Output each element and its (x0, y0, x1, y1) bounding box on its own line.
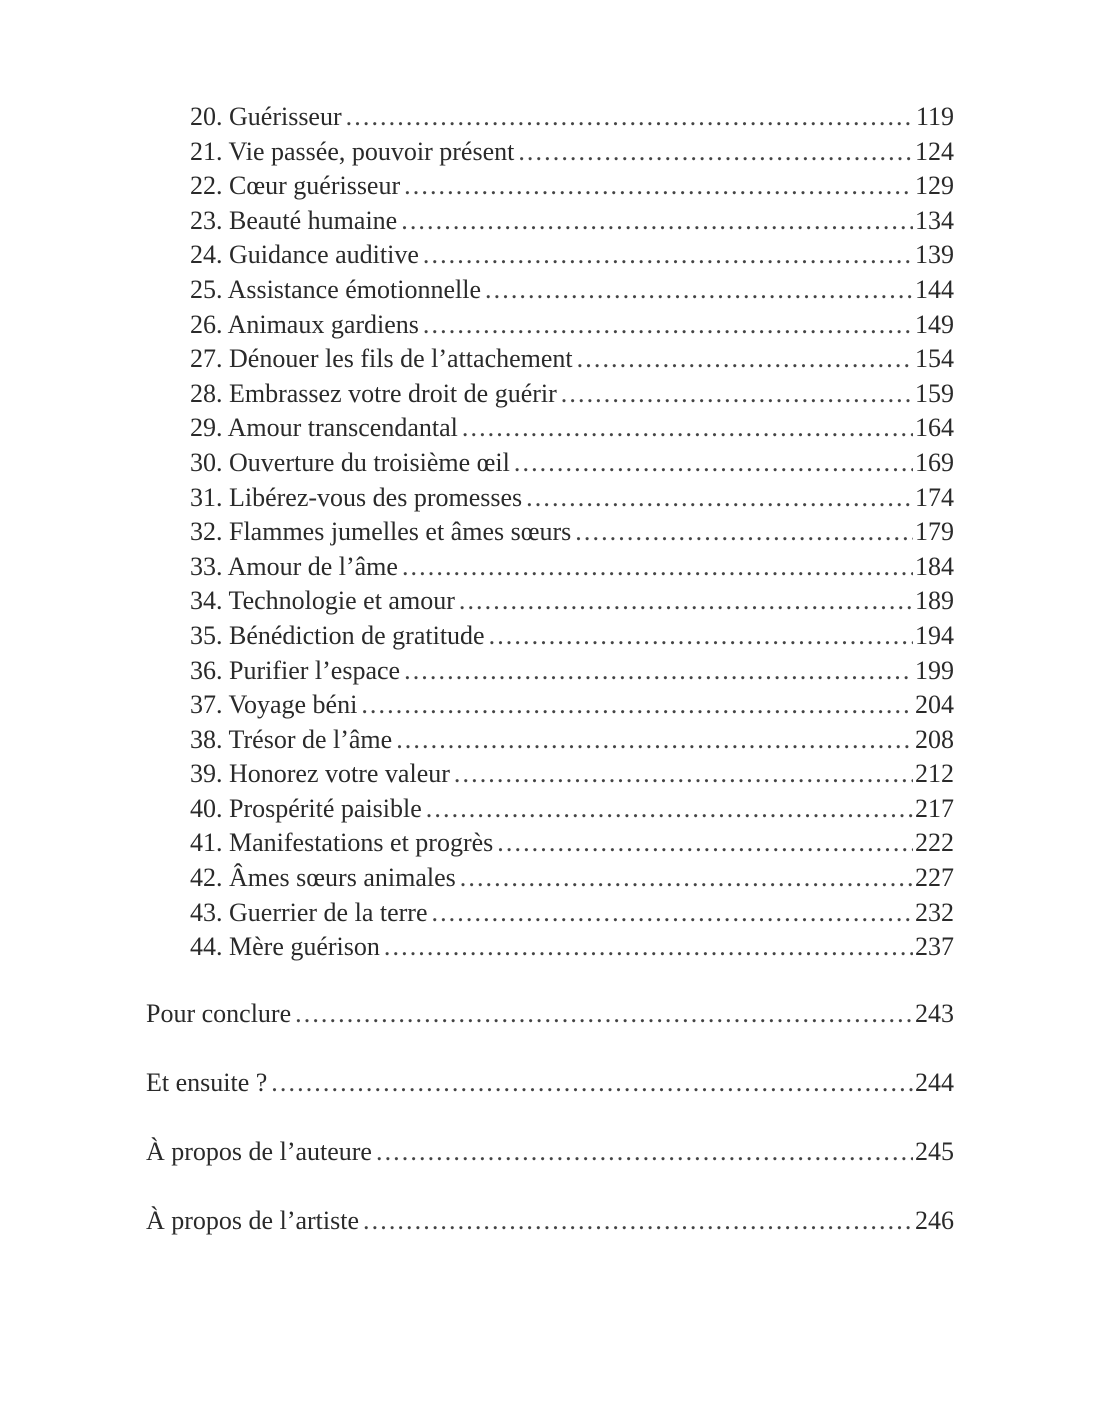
toc-chapter-entry (190, 481, 954, 516)
dot-leader (460, 861, 913, 896)
page-number: 212 (915, 759, 954, 789)
page-number: 184 (915, 551, 954, 581)
toc-chapter-entry (190, 723, 954, 758)
page-number: 232 (915, 897, 954, 927)
entry-title: 20. Guérisseur (190, 102, 342, 131)
back-matter-list (146, 996, 954, 1272)
entry-title: 34. Technologie et amour (190, 586, 455, 616)
toc-chapter-entry (190, 169, 954, 204)
dot-leader (404, 654, 913, 689)
page-number: 217 (915, 793, 954, 823)
entry-title: À propos de l’artiste (146, 1206, 360, 1235)
dot-leader (497, 826, 913, 861)
entry-title: 33. Amour de l’âme (190, 551, 398, 581)
entry-title: 24. Guidance auditive (190, 240, 419, 270)
dot-leader (485, 273, 913, 308)
toc-chapter-entry (190, 411, 954, 446)
entry-title: 40. Prospérité paisible (190, 793, 422, 823)
toc-chapter-entry (190, 930, 954, 965)
dot-leader (459, 584, 913, 619)
entry-title: 28. Embrassez votre droit de guérir (190, 378, 557, 408)
entry-title: 26. Animaux gardiens (190, 309, 419, 339)
page-number: 129 (915, 171, 954, 201)
page-number: 169 (915, 447, 954, 477)
entry-title: 22. Cœur guérisseur (190, 171, 401, 201)
page-number: 246 (915, 1206, 954, 1235)
dot-leader (295, 996, 913, 1032)
dot-leader (577, 342, 913, 377)
page-number: 119 (915, 102, 954, 131)
dot-leader (575, 515, 913, 550)
page-number: 245 (915, 1137, 954, 1166)
page-number: 134 (915, 205, 954, 235)
dot-leader (514, 446, 913, 481)
entry-title: 29. Amour transcendantal (190, 413, 458, 443)
dot-leader (346, 100, 914, 135)
dot-leader (363, 1203, 913, 1239)
toc-chapter-entry (190, 792, 954, 827)
toc-chapter-entry (190, 238, 954, 273)
dot-leader (361, 688, 913, 723)
page-number: 208 (915, 724, 954, 754)
page-number: 139 (915, 240, 954, 270)
page-number: 194 (915, 620, 954, 650)
toc-chapter-entry (190, 515, 954, 550)
page-number: 237 (915, 932, 954, 962)
page-number: 243 (915, 999, 954, 1028)
dot-leader (396, 723, 913, 758)
toc-chapter-entry (190, 446, 954, 481)
dot-leader (401, 204, 913, 239)
entry-title: 44. Mère guérison (190, 932, 380, 962)
entry-title: 32. Flammes jumelles et âmes sœurs (190, 517, 572, 547)
toc-chapter-entry (190, 896, 954, 931)
toc-back-matter-entry (146, 1065, 954, 1134)
toc-chapter-entry (190, 550, 954, 585)
dot-leader (271, 1065, 913, 1101)
dot-leader (518, 135, 913, 170)
dot-leader (384, 930, 913, 965)
entry-title: À propos de l’auteure (146, 1137, 372, 1166)
entry-title: 27. Dénouer les fils de l’attachement (190, 344, 573, 374)
page-number: 179 (915, 517, 954, 547)
toc-chapter-entry (190, 342, 954, 377)
dot-leader (489, 619, 913, 654)
dot-leader (561, 377, 913, 412)
dot-leader (402, 550, 913, 585)
dot-leader (376, 1134, 913, 1170)
entry-title: 39. Honorez votre valeur (190, 759, 450, 789)
toc-chapter-entry (190, 135, 954, 170)
page-number: 204 (915, 690, 954, 720)
entry-title: 42. Âmes sœurs animales (190, 863, 456, 893)
entry-title: 38. Trésor de l’âme (190, 724, 393, 754)
entry-title: 41. Manifestations et progrès (190, 828, 494, 858)
entry-title: 35. Bénédiction de gratitude (190, 620, 485, 650)
entry-title: 31. Libérez-vous des promesses (190, 482, 523, 512)
toc-back-matter-entry (146, 996, 954, 1065)
entry-title: 21. Vie passée, pouvoir présent (190, 136, 515, 166)
toc-back-matter-entry (146, 1203, 954, 1272)
dot-leader (454, 757, 913, 792)
entry-title: Pour conclure (146, 999, 292, 1028)
toc-chapter-entry (190, 308, 954, 343)
page-number: 189 (915, 586, 954, 616)
toc-chapter-entry (190, 619, 954, 654)
toc-back-matter-entry (146, 1134, 954, 1203)
toc-chapter-entry (190, 273, 954, 308)
toc-chapter-entry (190, 377, 954, 412)
page-number: 244 (915, 1068, 954, 1097)
toc-chapter-entry (190, 654, 954, 689)
page-number: 164 (915, 413, 954, 443)
toc-chapter-entry (190, 688, 954, 723)
chapter-list (190, 100, 954, 965)
toc-chapter-entry (190, 757, 954, 792)
toc-chapter-entry (190, 861, 954, 896)
entry-title: 37. Voyage béni (190, 690, 358, 720)
dot-leader (423, 238, 913, 273)
page-number: 174 (915, 482, 954, 512)
toc-chapter-entry (190, 826, 954, 861)
dot-leader (526, 481, 913, 516)
entry-title: Et ensuite ? (146, 1068, 268, 1097)
entry-title: 23. Beauté humaine (190, 205, 398, 235)
page-number: 227 (915, 863, 954, 893)
toc-chapter-entry (190, 100, 954, 135)
page-number: 124 (915, 136, 954, 166)
dot-leader (462, 411, 913, 446)
dot-leader (431, 896, 913, 931)
dot-leader (423, 308, 913, 343)
entry-title: 43. Guerrier de la terre (190, 897, 428, 927)
dot-leader (426, 792, 913, 827)
entry-title: 25. Assistance émotionnelle (190, 274, 482, 304)
toc-chapter-entry (190, 204, 954, 239)
entry-title: 30. Ouverture du troisième œil (190, 447, 510, 477)
toc-chapter-entry (190, 584, 954, 619)
page-number: 222 (915, 828, 954, 858)
dot-leader (404, 169, 913, 204)
page-number: 149 (915, 309, 954, 339)
page-number: 154 (915, 344, 954, 374)
page-number: 159 (915, 378, 954, 408)
page-number: 199 (915, 655, 954, 685)
page-number: 144 (915, 274, 954, 304)
entry-title: 36. Purifier l’espace (190, 655, 401, 685)
